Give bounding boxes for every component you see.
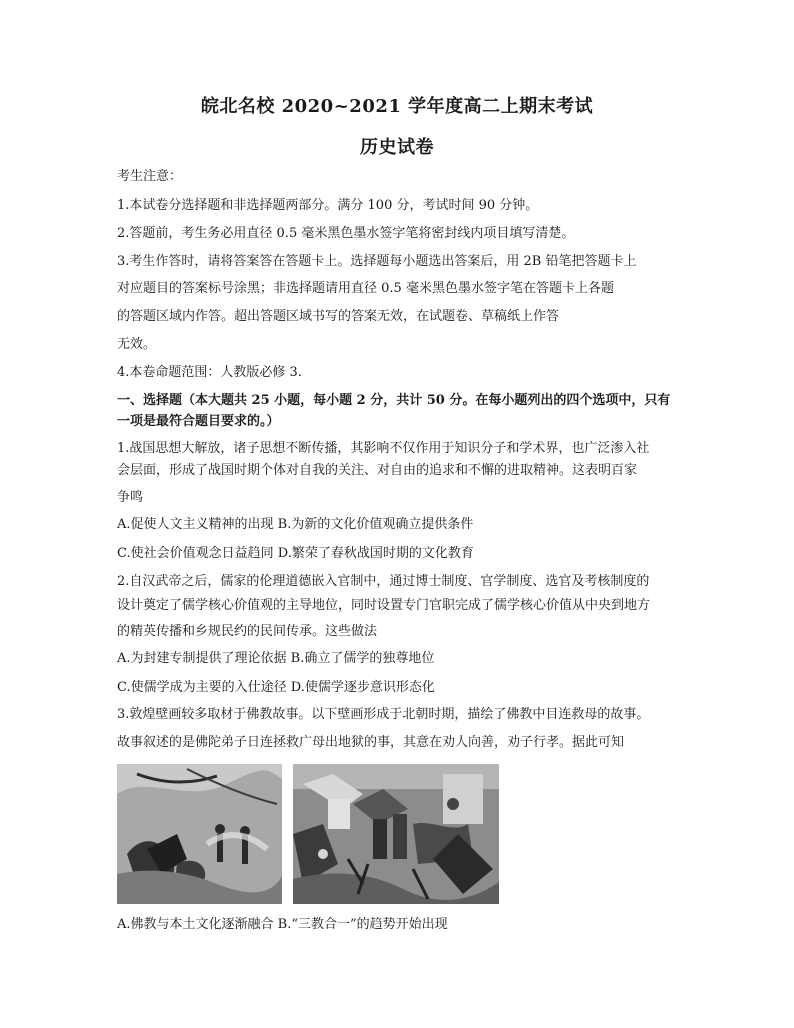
notice-item: 4.本卷命题范围：人教版必修 3. <box>117 365 302 380</box>
notice-item: 对应题目的答案标号涂黑；非选择题请用直径 0.5 毫米黑色墨水签字笔在答题卡上各题 <box>117 281 614 296</box>
question-1-text: 1.战国思想大解放，诸子思想不断传播，其影响不仅作用于知识分子和学术界，也广泛渗入社 <box>117 441 650 456</box>
notice-item: 1.本试卷分选择题和非选择题两部分。满分 100 分，考试时间 90 分钟。 <box>117 198 539 213</box>
question-2-option: A.为封建专制提供了理论依据 B.确立了儒学的独尊地位 <box>117 651 435 666</box>
notice-item: 的答题区域内作答。超出答题区域书写的答案无效，在试题卷、草稿纸上作答 <box>117 309 560 324</box>
question-2-option: C.使儒学成为主要的入仕途径 D.使儒学逐步意识形态化 <box>117 680 435 695</box>
section-heading: 一、选择题（本大题共 25 小题，每小题 2 分，共计 50 分。在每小题列出的四个选项中，只有 <box>117 393 671 408</box>
question-2-text: 设计奠定了儒学核心价值观的主导地位，同时设置专门官职完成了儒学核心价值从中央到地方 <box>117 598 651 613</box>
exam-title: 皖北名校 2020~2021 学年度高二上期末考试 <box>200 96 594 117</box>
question-1-option: A.促使人文主义精神的出现 B.为新的文化价值观确立提供条件 <box>117 517 474 532</box>
notice-item: 3.考生作答时，请将答案答在答题卡上。选择题每小题选出答案后，用 2B 铅笔把答题卡上 <box>117 254 637 269</box>
question-3-option: A.佛教与本土文化逐渐融合 B.“三教合一”的趋势开始出现 <box>117 917 448 932</box>
exam-subtitle: 历史试卷 <box>360 137 434 158</box>
question-1-text: 争鸣 <box>117 490 144 505</box>
section-heading-cont: 一项是最符合题目要求的。） <box>117 414 280 429</box>
question-1-option: C.使社会价值观念日益趋同 D.繁荣了春秋战国时期的文化教育 <box>117 546 474 561</box>
notice-item: 无效。 <box>117 337 157 352</box>
question-1-text: 会层面，形成了战国时期个体对自我的关注、对自由的追求和不懈的进取精神。这表明百家 <box>117 463 638 478</box>
mural-image-left <box>117 764 282 904</box>
question-3-text: 3.敦煌壁画较多取材于佛教故事。以下壁画形成于北朝时期，描绘了佛教中目连救母的故事。 <box>117 707 650 722</box>
question-3-text: 故事叙述的是佛陀弟子日连拯救广母出地狱的事，其意在劝人向善，劝子行孝。据此可知 <box>117 735 625 750</box>
question-2-text: 的精英传播和乡规民约的民间传承。这些做法 <box>117 624 378 639</box>
question-2-text: 2.自汉武帝之后，儒家的伦理道德嵌入官制中，通过博士制度、官学制度、选官及考核制度的 <box>117 574 650 589</box>
notice-item: 2.答题前，考生务必用直径 0.5 毫米黑色墨水签字笔将密封线内项目填写清楚。 <box>117 226 575 241</box>
notice-heading: 考生注意： <box>117 169 183 184</box>
mural-image-right <box>293 764 499 904</box>
